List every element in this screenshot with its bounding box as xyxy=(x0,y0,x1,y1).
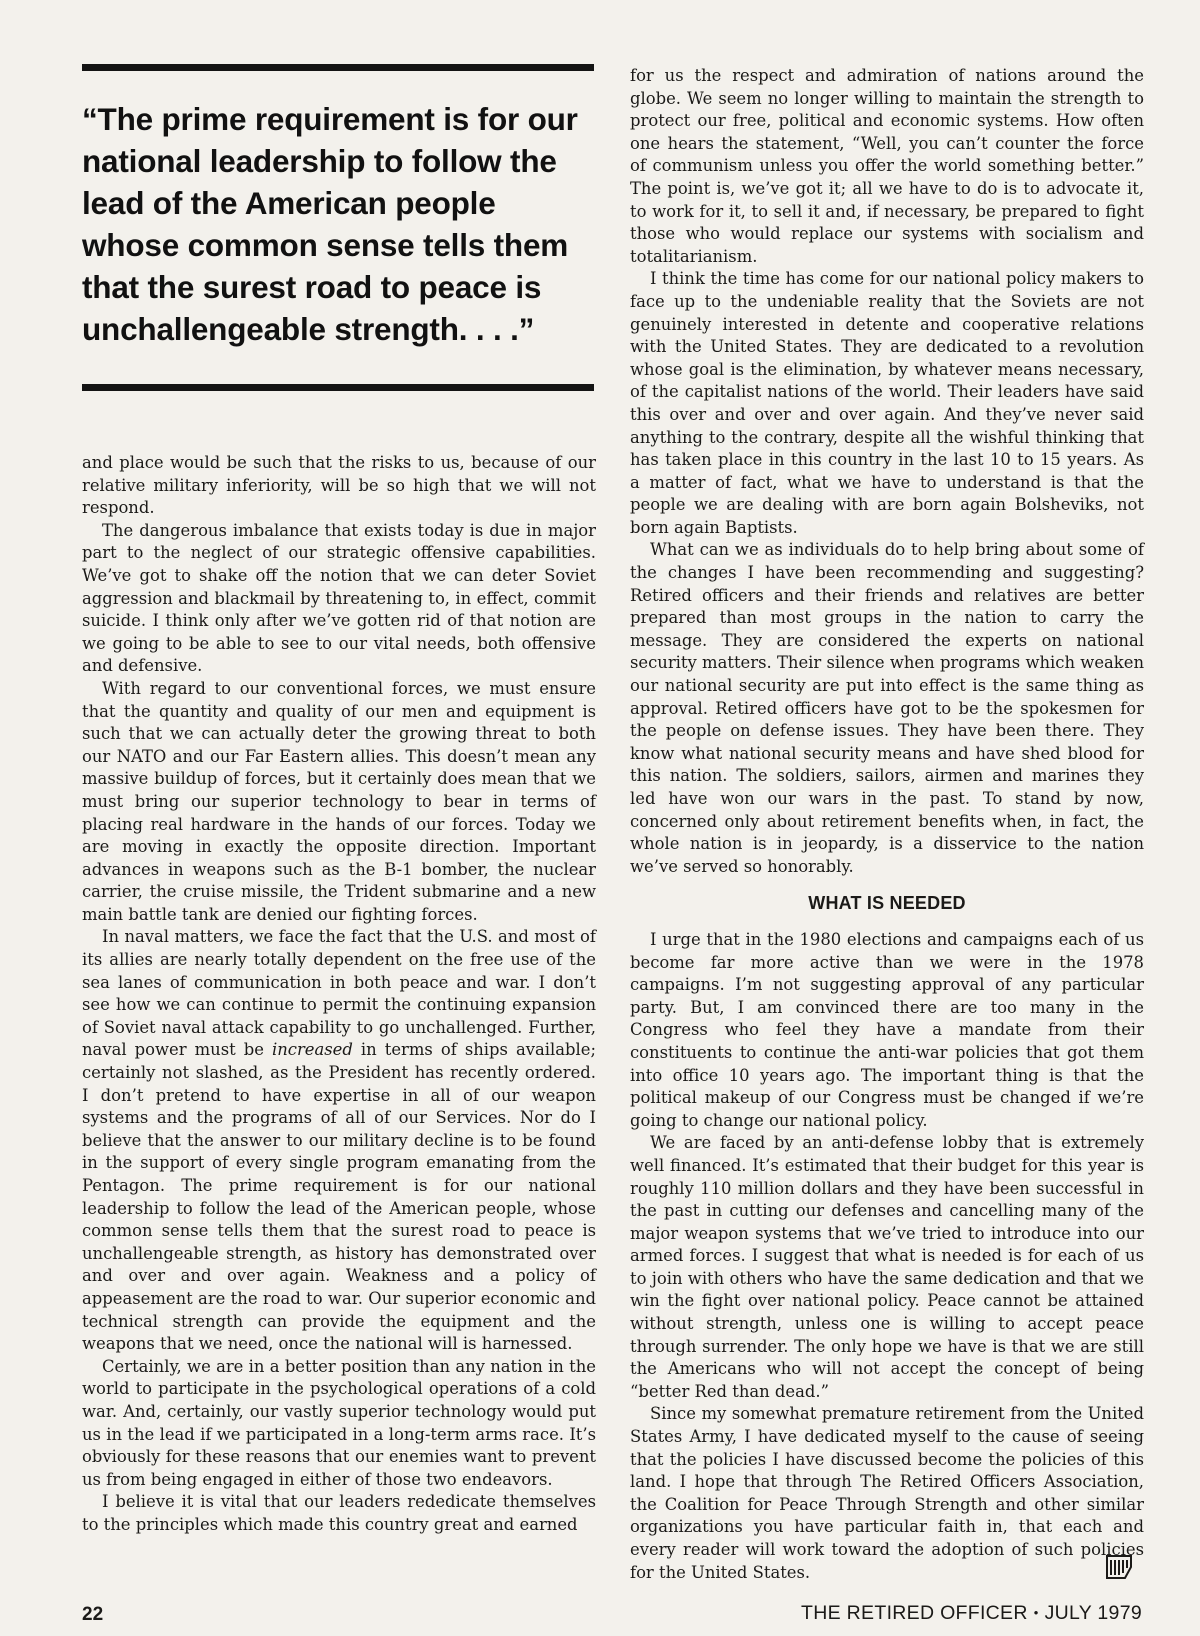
paragraph: With regard to our conventional forces, we must ensure that the quantity and quality of our men and equipment is such that we can actually deter the growing threat to both our NATO and our Far Eastern allies. This doesn’t mean any massive buildup of forces, but it certainly does mean that we must bring our superior technology to bear in terms of placing real hardware in the hands of our forces. Today we are moving in exactly the opposite direction. Important advances in weapons such as the B-1 bomber, the nuclear carrier, the cruise missile, the Trident submarine and a new main battle tank are denied our fighting forces. xyxy=(82,678,596,924)
publication-name: THE RETIRED OFFICER xyxy=(801,1602,1028,1624)
paragraph: What can we as individuals do to help bring about some of the changes I have been recommending and suggesting? Retired officers and their friends and relatives are better prepared than most groups in the nation to carry the message. They are considered the experts on national security matters. Their silence when programs which weaken our national security are put into effect is the same thing as approval. Retired officers have got to be the spokesmen for the people on defense issues. They have been there. They know what national security means and have shed blood for this nation. The soldiers, sailors, airmen and marines they led have won our wars in the past. To stand by now, concerned only about retirement benefits when, in fact, the whole nation is in jeopardy, is a disservice to the nation we’ve served so honorably. xyxy=(630,540,1144,876)
pullquote-top-rule xyxy=(82,64,594,71)
paragraph: and place would be such that the risks to us, because of our relative military inferiority, will be so high that we will not respond. xyxy=(82,453,596,518)
paragraph: I urge that in the 1980 elections and campaigns each of us become far more active than we were in the 1978 campaigns. I’m not suggesting approval of any particular party. But, I am convinced there are too many in the Congress who feel they have a mandate from their constituents to continue the anti-war policies that got them into office 10 years ago. The important thing is that the political makeup of our Congress must be changed if we’re going to change our national policy. xyxy=(630,929,1144,1130)
footer-separator: • xyxy=(1033,1605,1039,1620)
paragraph: I believe it is vital that our leaders rededicate themselves to the principles which made this country great and earned xyxy=(82,1492,596,1534)
paragraph: I think the time has come for our national policy makers to face up to the undeniable reality that the Soviets are not genuinely interested in detente and cooperative relations with the United States. They are dedicated to a revolution whose goal is the elimination, by whatever means necessary, of the capitalist nations of the world. Their leaders have said this over and over and over again. And they’ve never said anything to the contrary, despite all the wishful thinking that has taken place in this country in the last 10 to 15 years. As a matter of fact, what we have to understand is that the people we are dealing with are born again Bolsheviks, not born again Baptists. xyxy=(630,269,1144,537)
paragraph: We are faced by an anti-defense lobby that is extremely well financed. It’s estimated that their budget for this year is roughly 110 million dollars and they have been successful in the past in cutting our defenses and cancelling many of the major weapon systems that we’ve tried to introduce into our armed forces. I suggest that what is needed is for each of us to join with others who have the same dedication and that we win the fight over national policy. Peace cannot be attained without strength, unless one is willing to accept peace through surrender. The only hope we have is that we are still the Americans who will not accept the concept of being “better Red than dead.” xyxy=(630,1133,1144,1401)
issue-date: JULY 1979 xyxy=(1044,1602,1142,1624)
pullquote: “The prime requirement is for our national leadership to follow the lead of the American people whose common sense tells them that the surest road to peace is unchallengeable strength. . . .” xyxy=(82,101,578,347)
paragraph: Certainly, we are in a better position than any nation in the world to participate in the psychological operations of a cold war. And, certainly, our vastly superior technology would put us in the lead if we participated in a long-term arms race. It’s obviously for these reasons that our enemies want to prevent us from being engaged in either of those two endeavors. xyxy=(82,1356,596,1489)
left-column xyxy=(82,452,596,1537)
paragraph: In naval matters, we face the fact that the U.S. and most of its allies are nearly totally dependent on the free use of the sea lanes of communication in both peace and war. I don’t see how we can continue to permit the continuing expansion of Soviet naval attack capability to go unchallenged. Further, naval power must be increased in terms of ships available; certainly not slashed, as the President has recently ordered. I don’t pretend to have expertise in all of our weapon systems and the programs of all of our Services. Nor do I believe that the answer to our military decline is to be found in the support of every single program emanating from the Pentagon. The prime requirement is for our national leadership to follow the lead of the American people, whose common sense tells them that the surest road to peace is unchallengeable strength, as history has demonstrated over and over and over again. Weakness and a policy of appeasement are the road to war. Our superior economic and technical strength can provide the equipment and the weapons that we need, once the national will is harnessed. xyxy=(82,927,596,1354)
pullquote-bottom-rule xyxy=(82,384,594,391)
emphasis: increased xyxy=(271,1040,353,1060)
right-column xyxy=(630,65,1144,1584)
page-number: 22 xyxy=(82,1604,104,1625)
paragraph: The dangerous imbalance that exists today is due in major part to the neglect of our strategic offensive capabilities. We’ve got to shake off the notion that we can deter Soviet aggression and blackmail by threatening to, in effect, commit suicide. I think only after we’ve gotten rid of that notion are we going to be able to see to our vital needs, both offensive and defensive. xyxy=(82,520,596,676)
paragraph: Since my somewhat premature retirement from the United States Army, I have dedicated myself to the cause of seeing that the policies I have discussed become the policies of this land. I hope that through The Retired Officers Association, the Coalition for Peace Through Strength and other similar organizations you have particular faith in, that each and every reader will work toward the adoption of such policies for the United States. xyxy=(630,1404,1144,1582)
section-heading: WHAT IS NEEDED xyxy=(808,893,966,914)
paragraph: for us the respect and admiration of nations around the globe. We seem no longer willing to maintain the strength to protect our free, political and economic systems. How often one hears the statement, “Well, you can’t counter the force of communism unless you offer the world something better.” The point is, we’ve got it; all we have to do is to advocate it, to work for it, to sell it and, if necessary, be prepared to fight those who would replace our systems with socialism and totalitarianism. xyxy=(630,66,1144,266)
running-footer xyxy=(801,1602,1142,1625)
end-mark-icon xyxy=(1104,1553,1134,1581)
